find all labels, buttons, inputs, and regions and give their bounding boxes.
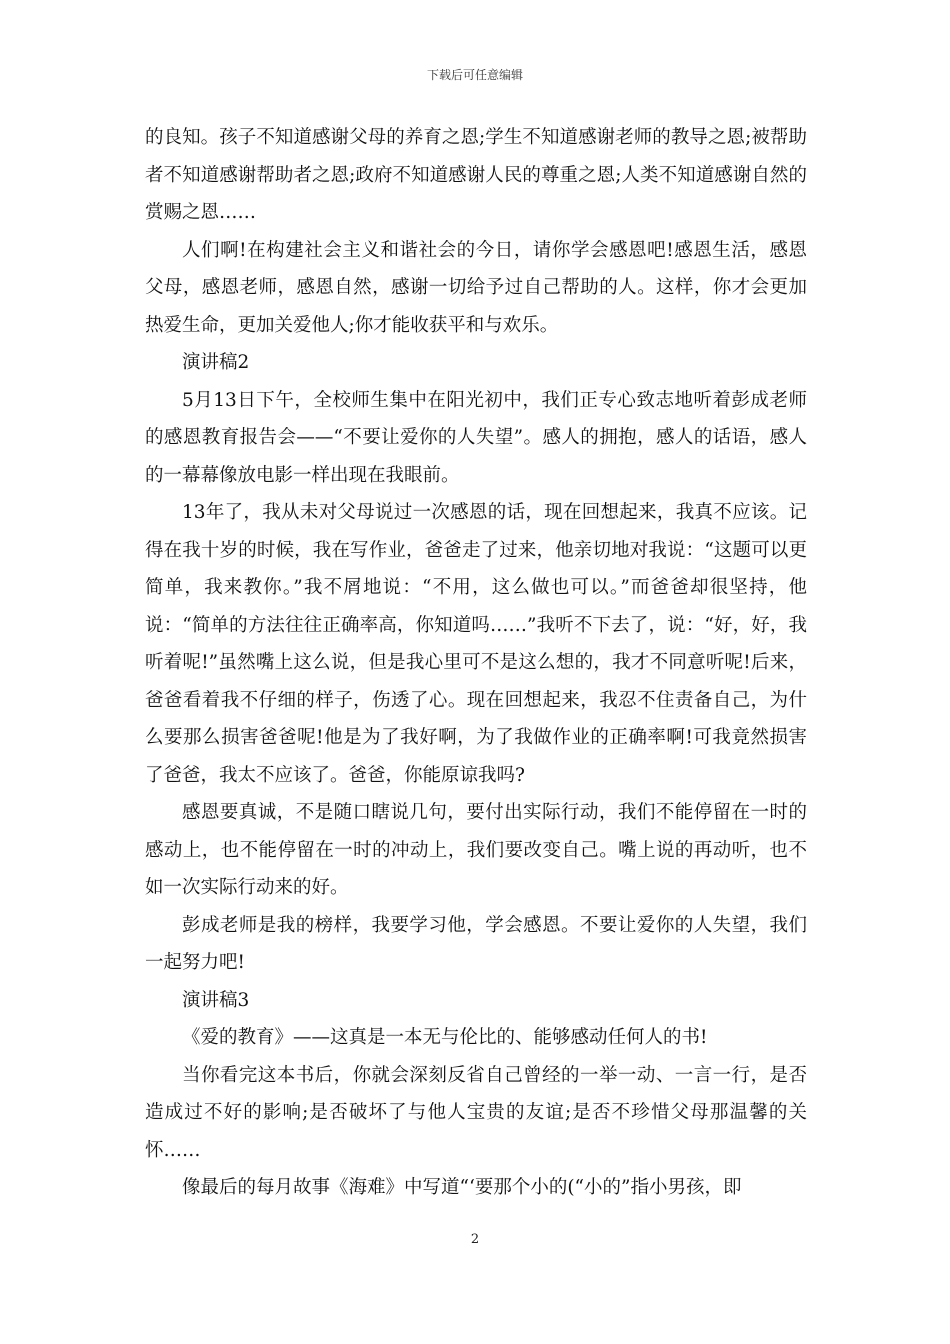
paragraph: 的良知。孩子不知道感谢父母的养育之恩;学生不知道感谢老师的教导之恩;被帮助者不知道感谢帮助者之恩;政府不知道感谢人民的尊重之恩;人类不知道感谢自然的赏赐之恩…… [145, 127, 807, 223]
paragraph: 彭成老师是我的榜样，我要学习他，学会感恩。不要让爱你的人失望，我们一起努力吧! [145, 914, 807, 973]
page-number: 2 [470, 1232, 480, 1247]
page-header-note: 下载后可任意编辑 [426, 68, 523, 82]
paragraph: 感恩要真诚，不是随口瞎说几句，要付出实际行动，我们不能停留在一时的感动上，也不能停留在一时的冲动上，我们要改变自己。嘴上说的再动听，也不如一次实际行动来的好。 [145, 802, 807, 898]
section-heading: 演讲稿3 [182, 989, 250, 1011]
paragraph: 人们啊!在构建社会主义和谐社会的今日，请你学会感恩吧!感恩生活，感恩父母，感恩老师，感恩自然，感谢一切给予过自己帮助的人。这样，你才会更加热爱生命，更加关爱他人;你才能收获平和与欢乐。 [145, 239, 807, 336]
paragraph: 《爱的教育》——这真是一本无与伦比的、能够感动任何人的书! [182, 1027, 708, 1048]
paragraph: 当你看完这本书后，你就会深刻反省自己曾经的一举一动、一言一行，是否造成过不好的影响;是否破坏了与他人宝贵的友谊;是否不珍惜父母那温馨的关怀…… [145, 1064, 807, 1161]
paragraph: 13年了，我从未对父母说过一次感恩的话，现在回想起来，我真不应该。记得在我十岁的时候，我在写作业，爸爸走了过来，他亲切地对我说：“这题可以更简单，我来教你。”我不屑地说：“不用，这么做也可以。”而爸爸却很坚持，他说：“简单的方法往往正确率高，你知道吗……”我听不下去了，说：“好，好，我听着呢!”虽然嘴上这么说，但是我心里可不是这么想的，我才不同意听呢!后来，爸爸看着我不仔细的样子，伤透了心。现在回想起来，我忍不住责备自己，为什么要那么损害爸爸呢!他是为了我好啊，为了我做作业的正确率啊!可我竟然损害了爸爸，我太不应该了。爸爸，你能原谅我吗? [145, 502, 807, 786]
document-body [145, 119, 807, 1207]
section-heading: 演讲稿2 [182, 352, 250, 373]
paragraph: 像最后的每月故事《海难》中写道“‘要那个小的(“小的”指小男孩，即 [182, 1177, 742, 1198]
paragraph: 5月13日下午，全校师生集中在阳光初中，我们正专心致志地听着彭成老师的感恩教育报告会——“不要让爱你的人失望”。感人的拥抱，感人的话语，感人的一幕幕像放电影一样出现在我眼前。 [145, 389, 807, 486]
